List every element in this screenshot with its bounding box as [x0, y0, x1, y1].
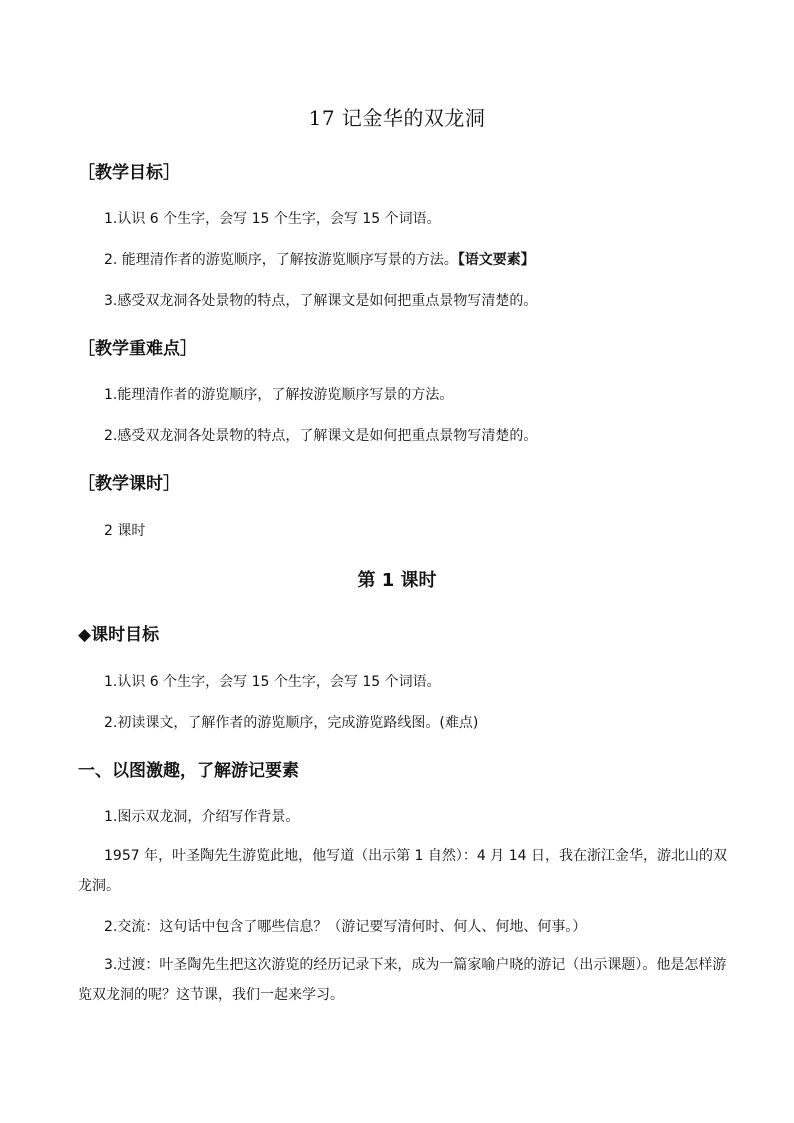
lesson1-objective-1: 1.认识 6 个生字，会写 15 个生字，会写 15 个词语。 — [104, 674, 441, 690]
section-heading-class-hours: ［教学课时］ — [78, 474, 180, 494]
teaching-goal-1: 1.认识 6 个生字，会写 15 个生字，会写 15 个词语。 — [104, 211, 441, 227]
teaching-goal-2-tag: 【语文要素】 — [457, 252, 535, 268]
part1-item-1: 1.图示双龙洞，介绍写作背景。 — [104, 809, 300, 825]
section-heading-teaching-goals: ［教学目标］ — [78, 163, 180, 183]
lesson1-objective-2: 2.初读课文，了解作者的游览顺序，完成游览路线图。(难点) — [104, 715, 479, 731]
teaching-goal-2 — [104, 249, 535, 271]
section-heading-key-points: ［教学重难点］ — [78, 339, 197, 359]
part1-item-2: 2.交流：这句话中包含了哪些信息？（游记要写清何时、何人、何地、何事。） — [104, 919, 587, 935]
lesson1-objectives-heading: ◆课时目标 — [78, 625, 160, 645]
part1-paragraph-1957: 1957 年，叶圣陶先生游览此地，他写道（出示第 1 自然）：4 月 14 日，我在浙江金华，游北山的双龙洞。 — [78, 848, 727, 894]
part1-paragraph-transition: 3.过渡：叶圣陶先生把这次游览的经历记录下来，成为一篇家喻户晓的游记（出示课题）。他是怎样游览双龙洞的呢？这节课，我们一起来学习。 — [78, 957, 727, 1003]
key-point-1: 1.能理清作者的游览顺序，了解按游览顺序写景的方法。 — [104, 387, 454, 403]
teaching-goal-3: 3.感受双龙洞各处景物的特点，了解课文是如何把重点景物写清楚的。 — [104, 293, 538, 309]
lesson1-heading: 第 1 课时 — [357, 570, 437, 591]
part1-heading: 一、以图激趣，了解游记要素 — [78, 761, 299, 781]
document-title: 17 记金华的双龙洞 — [308, 106, 486, 130]
key-point-2: 2.感受双龙洞各处景物的特点，了解课文是如何把重点景物写清楚的。 — [104, 428, 538, 444]
teaching-goal-2-text: 2. 能理清作者的游览顺序，了解按游览顺序写景的方法。 — [104, 252, 458, 268]
class-hours-value: 2 课时 — [104, 523, 146, 539]
